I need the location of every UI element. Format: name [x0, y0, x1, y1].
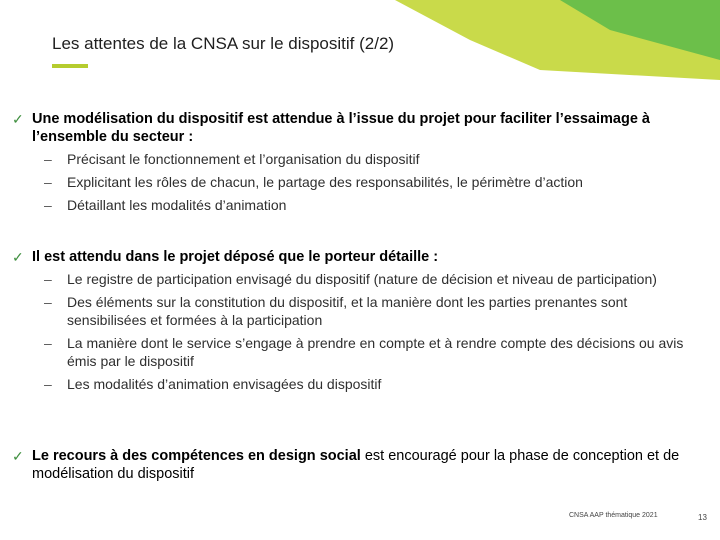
bullet-bold-text: Une modélisation du dispositif est attendue à l’issue du projet pour faciliter l’essaimage à l’ensemble du secteur : [32, 111, 650, 145]
sub-item-text: Explicitant les rôles de chacun, le partage des responsabilités, le périmètre d’action [67, 174, 583, 190]
footer-label: CNSA AAP thématique 2021 [569, 512, 658, 519]
sub-item [12, 375, 712, 393]
check-icon: ✓ [12, 249, 24, 265]
page-title: Les attentes de la CNSA sur le dispositif (2/2) [52, 34, 395, 53]
page-number: 13 [698, 513, 707, 522]
corner-green-shape [560, 0, 720, 60]
sub-list [12, 150, 712, 214]
sub-list [12, 270, 712, 393]
bullet-main [12, 447, 712, 483]
sub-item-text: Les modalités d’animation envisagées du dispositif [67, 376, 382, 392]
sub-item-text: Le registre de participation envisagé du dispositif (nature de décision et niveau de participation) [67, 271, 657, 287]
sub-item-text: Précisant le fonctionnement et l’organisation du dispositif [67, 151, 420, 167]
sub-item [12, 270, 712, 288]
corner-decoration [0, 0, 720, 110]
sub-item [12, 150, 712, 168]
sub-item-text: Des éléments sur la constitution du dispositif, et la manière dont les parties prenantes sont sensibilisées et formées à la participation [67, 294, 628, 328]
bullet-main [12, 110, 712, 146]
dash-icon: – [44, 376, 52, 392]
title-underline [52, 64, 88, 68]
dash-icon: – [44, 174, 52, 190]
sub-item [12, 196, 712, 214]
check-icon: ✓ [12, 448, 24, 464]
sub-item [12, 334, 712, 370]
corner-lime-shape [395, 0, 720, 80]
bullet-bold-text: Il est attendu dans le projet déposé que le porteur détaille : [32, 249, 439, 265]
bullet-normal-text: est encouragé pour la phase de conception et de modélisation du dispositif [32, 448, 680, 482]
dash-icon: – [44, 294, 52, 310]
sub-item-text: Détaillant les modalités d’animation [67, 197, 287, 213]
bullet-main [12, 248, 712, 266]
sub-item-text: La manière dont le service s’engage à prendre en compte et à rendre compte des décisions ou avis émis par le dispositif [67, 335, 684, 369]
bullet-block-2 [12, 248, 712, 398]
dash-icon: – [44, 151, 52, 167]
bullet-block-3 [12, 447, 712, 483]
bullet-bold-text: Le recours à des compétences en design social [32, 448, 361, 464]
dash-icon: – [44, 335, 52, 351]
bullet-block-1 [12, 110, 712, 219]
dash-icon: – [44, 271, 52, 287]
check-icon: ✓ [12, 111, 24, 127]
dash-icon: – [44, 197, 52, 213]
sub-item [12, 173, 712, 191]
sub-item [12, 293, 712, 329]
